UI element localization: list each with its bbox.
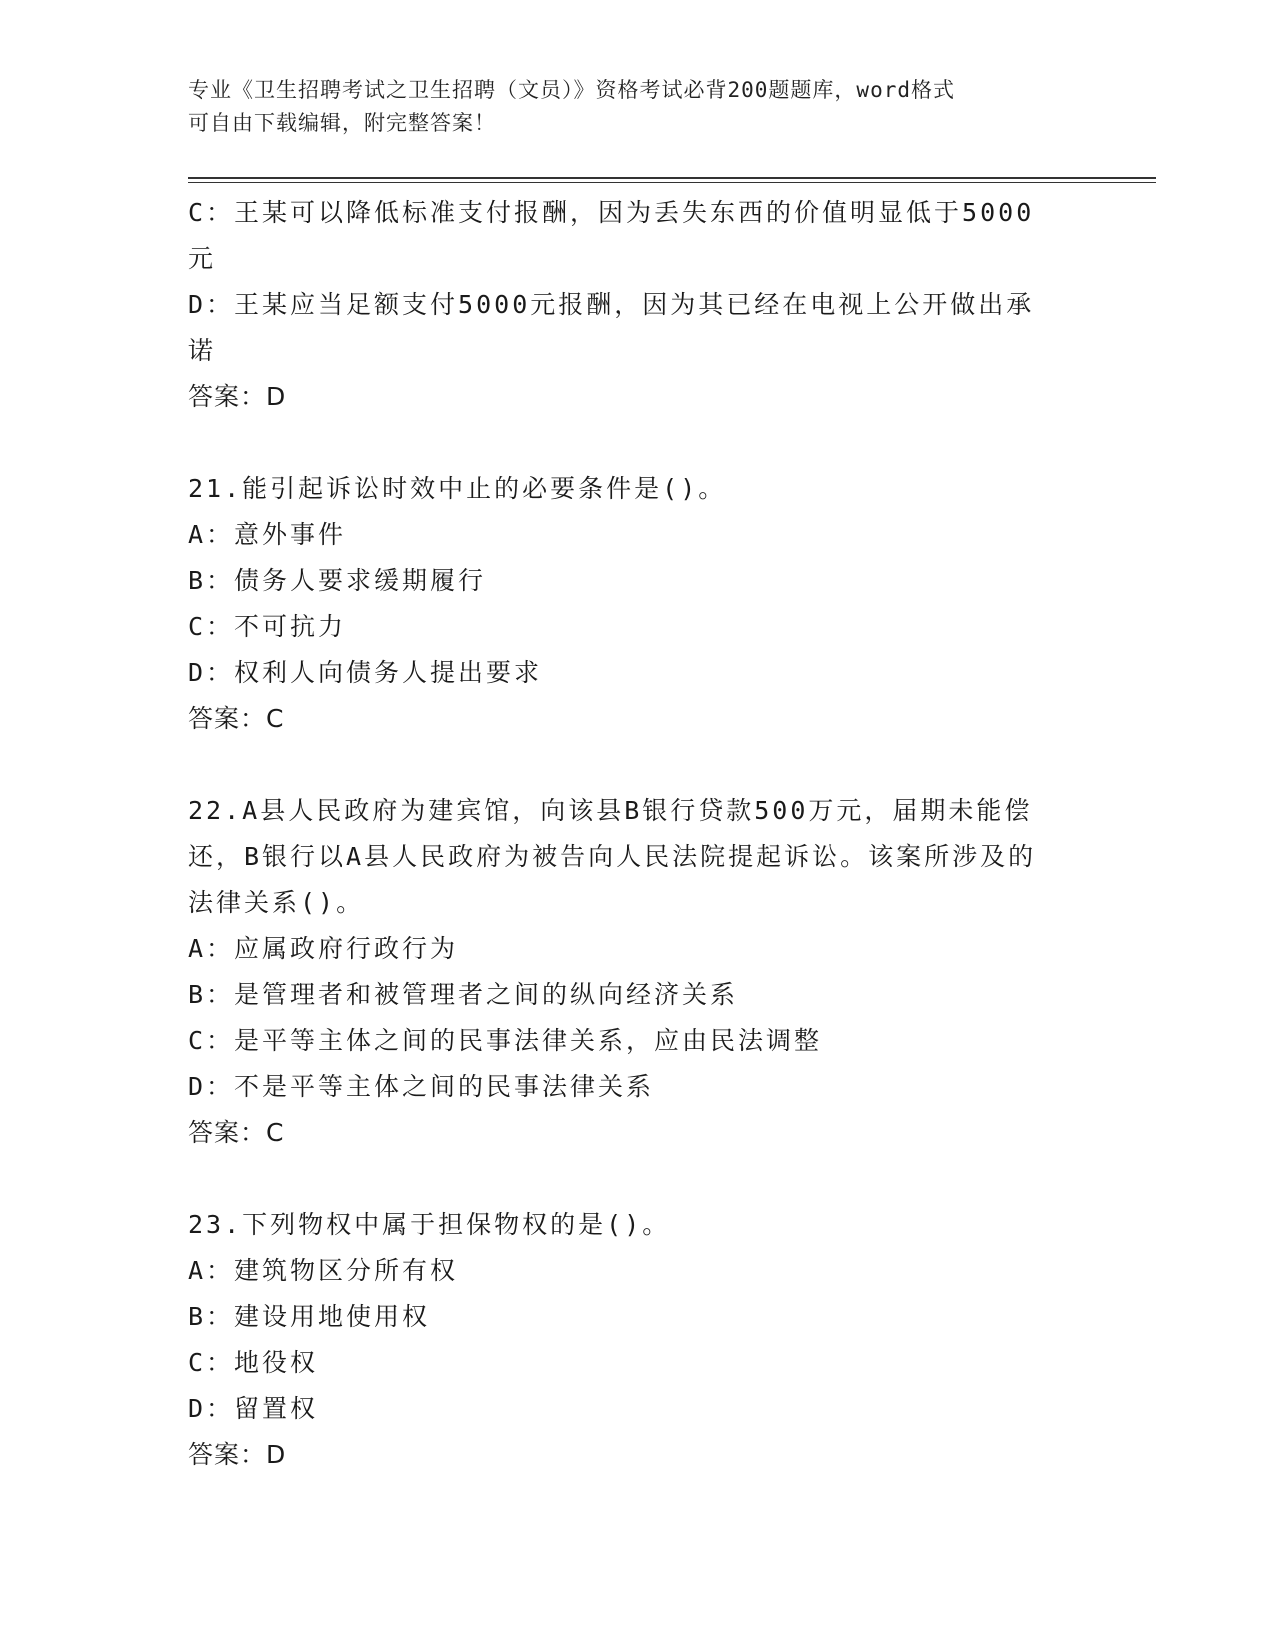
header-line-1: 专业《卫生招聘考试之卫生招聘（文员）》资格考试必背200题题库，word格式 [188,78,955,102]
spacer [188,1156,1088,1202]
answer: 答案：C [188,1118,285,1147]
answer: 答案：D [188,1440,287,1469]
option-a: A：意外事件 [188,520,347,549]
question-22 [188,788,1088,1156]
option-b: B：建设用地使用权 [188,1302,431,1331]
option-d: D：权利人向债务人提出要求 [188,658,543,687]
option-b: B：是管理者和被管理者之间的纵向经济关系 [188,980,739,1009]
answer: 答案：C [188,704,285,733]
question-21 [188,466,1088,742]
option-d-line-1: D：王某应当足额支付5000元报酬，因为其已经在电视上公开做出承 [188,290,1035,319]
option-d-line-2: 诺 [188,336,217,365]
spacer [188,742,1088,788]
option-c-line-2: 元 [188,244,217,273]
option-a: A：应属政府行政行为 [188,934,459,963]
header-divider-thin [188,182,1156,183]
question-content [188,190,1088,1478]
question-stem: 23.下列物权中属于担保物权的是()。 [188,1210,671,1239]
option-c: C：不可抗力 [188,612,347,641]
option-c: C：地役权 [188,1348,319,1377]
question-stem-line-3: 法律关系()。 [188,888,365,917]
previous-question-continuation [188,190,1088,420]
spacer [188,420,1088,466]
option-b: B：债务人要求缓期履行 [188,566,487,595]
answer: 答案：D [188,382,287,411]
header-line-2: 可自由下载编辑，附完整答案！ [188,111,496,135]
question-23 [188,1202,1088,1478]
option-a: A：建筑物区分所有权 [188,1256,459,1285]
option-c: C：是平等主体之间的民事法律关系，应由民法调整 [188,1026,823,1055]
option-d: D：留置权 [188,1394,319,1423]
option-d: D：不是平等主体之间的民事法律关系 [188,1072,655,1101]
header-divider-thick [188,177,1156,179]
question-stem: 21.能引起诉讼时效中止的必要条件是()。 [188,474,727,503]
question-stem-line-1: 22.A县人民政府为建宾馆，向该县B银行贷款500万元，届期未能偿 [188,796,1033,825]
option-c-line-1: C：王某可以降低标准支付报酬，因为丢失东西的价值明显低于5000 [188,198,1035,227]
document-header [188,74,1088,140]
question-stem-line-2: 还，B银行以A县人民政府为被告向人民法院提起诉讼。该案所涉及的 [188,842,1037,871]
